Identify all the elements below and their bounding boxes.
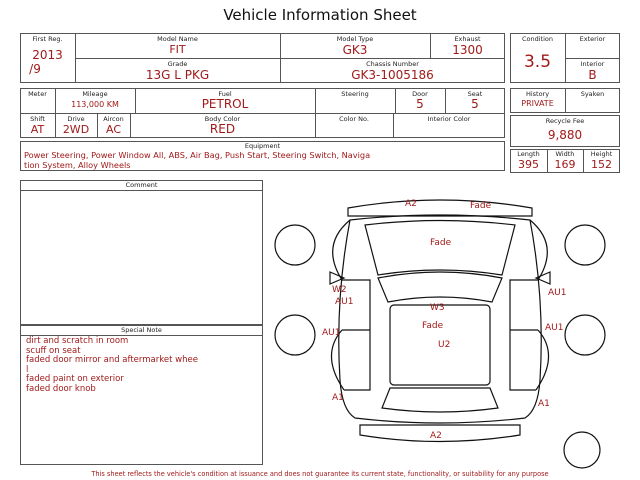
- first-reg-year: 2013: [32, 48, 63, 62]
- width-value: 169: [554, 158, 576, 171]
- mileage-label: Mileage: [82, 90, 108, 98]
- right-side-outline: [510, 280, 538, 390]
- grade-value: 13G L PKG: [145, 68, 210, 82]
- history-label: History: [525, 90, 550, 98]
- front-bumper-outline: [348, 200, 532, 216]
- meter-label: Meter: [28, 90, 47, 98]
- mark-au1-left-rear: AU1: [322, 328, 341, 338]
- special-note-line: dirt and scratch in room: [26, 336, 129, 346]
- length-value: 395: [518, 158, 539, 171]
- mark-a2-rear: A2: [430, 431, 442, 441]
- disclaimer-footer: This sheet reflects the vehicle's condition at issuance and does not guarantee its current state, functionality, or suitability for any purpose: [91, 470, 549, 478]
- grade-label: Grade: [167, 60, 188, 68]
- wheel-rear-right: [565, 315, 605, 355]
- door-value: 5: [416, 97, 424, 111]
- body-color-value: RED: [209, 122, 236, 136]
- mark-fade-hood: Fade: [430, 238, 452, 248]
- mark-u2: U2: [438, 340, 451, 350]
- body-color-label: Body Color: [204, 115, 241, 123]
- first-reg-month: /9: [29, 62, 41, 76]
- special-note-label: Special Note: [121, 326, 162, 334]
- fuel-value: PETROL: [201, 97, 249, 111]
- model-type-value: GK3: [342, 43, 368, 57]
- fuel-label: Fuel: [218, 90, 232, 98]
- height-value: 152: [591, 158, 612, 171]
- chassis-label: Chassis Number: [366, 60, 419, 68]
- steering-label: Steering: [341, 90, 369, 98]
- model-type-label: Model Type: [336, 35, 374, 43]
- length-label: Length: [517, 150, 540, 158]
- mark-a1-left: A1: [332, 393, 344, 403]
- wheel-front-right: [565, 225, 605, 265]
- interior-color-label: Interior Color: [427, 115, 471, 123]
- width-label: Width: [555, 150, 575, 158]
- mark-au1-left-front: AU1: [335, 297, 354, 307]
- special-note-line: faded door knob: [26, 383, 96, 394]
- special-note-line: faded door mirror and aftermarket whee: [26, 355, 198, 366]
- seat-label: Seat: [467, 90, 483, 98]
- windshield-outline: [378, 272, 502, 302]
- shift-label: Shift: [30, 115, 45, 123]
- model-name-value: FIT: [169, 43, 186, 56]
- sheet-title: Vehicle Information Sheet: [223, 6, 417, 24]
- color-no-label: Color No.: [339, 115, 369, 123]
- shift-value: AT: [30, 123, 45, 136]
- aircon-value: AC: [105, 123, 121, 136]
- interior-label: Interior: [580, 60, 605, 68]
- condition-label: Condition: [521, 35, 554, 43]
- special-note-line: l: [26, 364, 29, 375]
- comment-panel: [20, 180, 263, 325]
- equipment-line-1: Power Steering, Power Window All, ABS, Air Bag, Push Start, Steering Switch, Naviga: [24, 150, 371, 160]
- drive-value: 2WD: [62, 123, 90, 136]
- mark-au1-right-front: AU1: [548, 288, 567, 298]
- condition-value: 3.5: [523, 52, 552, 72]
- height-label: Height: [590, 150, 613, 158]
- wheel-front-left: [275, 225, 315, 265]
- seat-value: 5: [471, 97, 479, 111]
- mileage-value: 113,000 KM: [71, 100, 119, 109]
- syaken-label: Syaken: [580, 90, 605, 98]
- mark-a2-front: A2: [405, 199, 417, 209]
- spare-tire: [564, 432, 600, 468]
- wheel-rear-left: [275, 315, 315, 355]
- mark-a1-right: A1: [538, 399, 550, 409]
- equipment-line-2: tion System, Alloy Wheels: [24, 160, 131, 170]
- car-damage-diagram: [270, 180, 615, 470]
- history-value: PRIVATE: [521, 99, 554, 108]
- chassis-value: GK3-1005186: [351, 68, 434, 82]
- mark-fade-center: Fade: [422, 321, 444, 331]
- comment-label: Comment: [125, 181, 158, 189]
- exhaust-label: Exhaust: [454, 35, 481, 43]
- mark-w3: W3: [430, 303, 445, 313]
- interior-value: B: [588, 68, 597, 82]
- exhaust-value: 1300: [452, 43, 483, 57]
- recycle-fee-label: Recycle Fee: [545, 117, 585, 125]
- mark-w2: W2: [332, 285, 347, 295]
- aircon-label: Aircon: [103, 115, 124, 123]
- mark-au1-right-rear: AU1: [545, 323, 564, 333]
- model-name-label: Model Name: [157, 35, 198, 43]
- drive-label: Drive: [67, 115, 85, 123]
- door-label: Door: [412, 90, 428, 98]
- recycle-fee-value: 9,880: [547, 128, 583, 142]
- exterior-label: Exterior: [579, 35, 606, 43]
- equipment-label: Equipment: [244, 142, 281, 150]
- rear-window-outline: [382, 388, 498, 412]
- special-note-line: scuff on seat: [26, 345, 81, 356]
- special-note-lines: [26, 337, 258, 395]
- special-note-line: faded paint on exterior: [26, 374, 124, 385]
- first-reg-label: First Reg.: [32, 35, 63, 43]
- mark-fade-front: Fade: [470, 201, 492, 211]
